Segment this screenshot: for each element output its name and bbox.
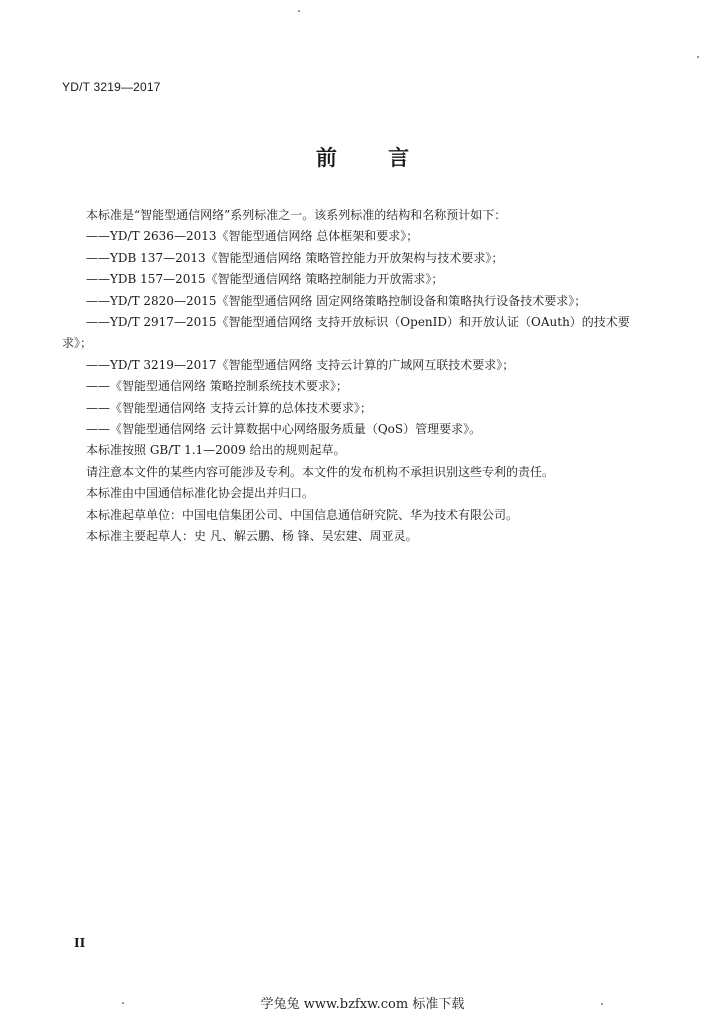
paragraph-drafting-units: 本标准起草单位：中国电信集团公司、中国信息通信研究院、华为技术有限公司。 (86, 507, 519, 522)
series-item-5-continued: 求》； (62, 336, 93, 351)
series-item-3: ——YDB 157—2015《智能型通信网络 策略控制能力开放需求》； (86, 272, 444, 287)
series-item-6: ——YD/T 3219—2017《智能型通信网络 支持云计算的广域网互联技术要求》； (86, 357, 515, 372)
standard-code: YD/T 3219—2017 (62, 80, 161, 94)
page-number: II (74, 936, 86, 950)
series-item-9: ——《智能型通信网络 云计算数据中心网络服务质量（QoS）管理要求》。 (86, 422, 482, 437)
scan-speck (601, 1003, 603, 1005)
scan-speck (298, 10, 300, 12)
scan-speck (122, 1002, 124, 1004)
paragraph-intro: 本标准是“智能型通信网络”系列标准之一。该系列标准的结构和名称预计如下： (86, 208, 507, 222)
series-item-1: ——YD/T 2636—2013《智能型通信网络 总体框架和要求》； (86, 229, 419, 244)
series-item-7: ——《智能型通信网络 策略控制系统技术要求》； (86, 379, 348, 394)
paragraph-proposer: 本标准由中国通信标准化协会提出并归口。 (86, 486, 315, 501)
paragraph-patent-notice: 请注意本文件的某些内容可能涉及专利。本文件的发布机构不承担识别这些专利的责任。 (86, 464, 555, 479)
series-item-5: ——YD/T 2917—2015《智能型通信网络 支持开放标识（OpenID）和开放认证（OAuth）的技术要 (86, 315, 630, 330)
foreword-body (62, 205, 662, 548)
series-item-4: ——YD/T 2820—2015《智能型通信网络 固定网络策略控制设备和策略执行设备技术要求》； (86, 293, 587, 308)
paragraph-drafting-rules: 本标准按照 GB/T 1.1—2009 给出的规则起草。 (86, 443, 346, 458)
series-item-8: ——《智能型通信网络 支持云计算的总体技术要求》； (86, 400, 372, 415)
paragraph-drafters: 本标准主要起草人：史 凡、解云鹏、杨 锋、吴宏建、周亚灵。 (86, 529, 418, 544)
series-item-2: ——YDB 137—2013《智能型通信网络 策略管控能力开放架构与技术要求》； (86, 250, 504, 265)
watermark-text: 学兔兔 www.bzfxw.com 标准下载 (260, 997, 465, 1012)
scan-speck (697, 56, 699, 58)
page-title: 前 言 (315, 146, 432, 170)
